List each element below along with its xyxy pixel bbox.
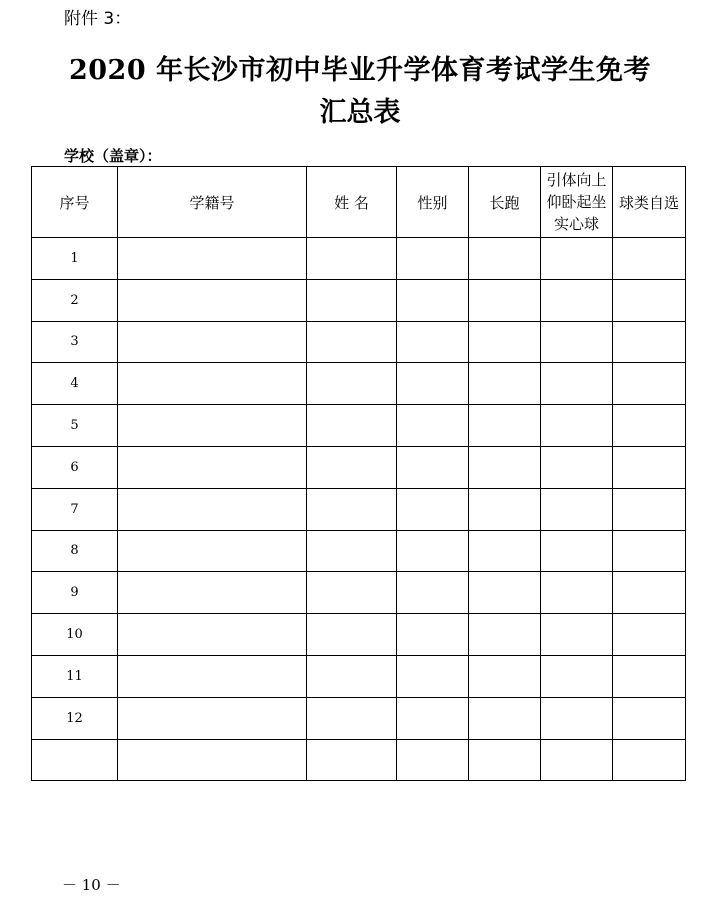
row-seq-cell: 1 <box>32 238 118 280</box>
document-title-line1: 2020 年长沙市初中毕业升学体育考试学生免考 <box>68 55 652 86</box>
empty-cell <box>307 655 397 697</box>
table-row <box>32 405 686 447</box>
empty-cell <box>397 739 469 781</box>
empty-cell <box>613 446 686 488</box>
empty-cell <box>118 446 307 488</box>
exemption-summary-table <box>31 166 686 781</box>
empty-cell <box>613 614 686 656</box>
row-seq-cell: 12 <box>32 697 118 739</box>
row-seq-cell: 3 <box>32 321 118 363</box>
empty-cell <box>469 655 541 697</box>
empty-cell <box>397 363 469 405</box>
empty-cell <box>469 446 541 488</box>
header-long-run: 长跑 <box>469 167 541 238</box>
school-seal-label: 学校（盖章）： <box>64 147 162 165</box>
empty-cell <box>397 405 469 447</box>
row-seq-cell: 8 <box>32 530 118 572</box>
empty-cell <box>541 238 613 280</box>
row-seq-cell: 4 <box>32 363 118 405</box>
empty-cell <box>118 238 307 280</box>
document-title-line2: 汇总表 <box>319 97 401 128</box>
empty-cell <box>397 655 469 697</box>
table-row <box>32 530 686 572</box>
empty-cell <box>118 655 307 697</box>
empty-cell <box>613 530 686 572</box>
empty-cell <box>307 614 397 656</box>
empty-cell <box>541 697 613 739</box>
empty-cell <box>397 238 469 280</box>
empty-cell <box>118 405 307 447</box>
empty-cell <box>541 655 613 697</box>
header-student-id: 学籍号 <box>118 167 307 238</box>
row-seq-cell: 5 <box>32 405 118 447</box>
attachment-label: 附件 3： <box>64 9 132 29</box>
empty-cell <box>613 363 686 405</box>
empty-cell <box>613 739 686 781</box>
empty-cell <box>118 530 307 572</box>
empty-cell <box>307 405 397 447</box>
row-seq-cell: 11 <box>32 655 118 697</box>
empty-cell <box>613 488 686 530</box>
empty-cell <box>397 530 469 572</box>
empty-cell <box>307 530 397 572</box>
header-seq: 序号 <box>32 167 118 238</box>
table-row <box>32 321 686 363</box>
empty-cell <box>118 572 307 614</box>
table-row <box>32 279 686 321</box>
empty-cell <box>307 739 397 781</box>
empty-cell <box>469 530 541 572</box>
empty-cell <box>118 697 307 739</box>
empty-cell <box>541 405 613 447</box>
table-header-row <box>32 167 686 238</box>
page-number: － 10 － <box>62 876 121 894</box>
empty-cell <box>118 321 307 363</box>
empty-cell <box>541 530 613 572</box>
empty-cell <box>307 697 397 739</box>
header-strength-line2: 仰卧起坐 <box>546 193 607 211</box>
empty-cell <box>307 363 397 405</box>
empty-cell <box>613 697 686 739</box>
header-ball: 球类自选 <box>613 167 686 238</box>
empty-cell <box>613 572 686 614</box>
table-row <box>32 655 686 697</box>
empty-cell <box>469 321 541 363</box>
row-seq-cell: 2 <box>32 279 118 321</box>
empty-cell <box>613 321 686 363</box>
empty-cell <box>541 739 613 781</box>
empty-cell <box>307 446 397 488</box>
empty-cell <box>307 238 397 280</box>
empty-cell <box>469 488 541 530</box>
header-strength <box>541 167 613 238</box>
table-row <box>32 238 686 280</box>
empty-cell <box>541 279 613 321</box>
header-gender: 性别 <box>397 167 469 238</box>
empty-cell <box>397 321 469 363</box>
empty-cell <box>541 572 613 614</box>
empty-cell <box>307 572 397 614</box>
empty-cell <box>469 238 541 280</box>
empty-cell <box>613 279 686 321</box>
table-row <box>32 446 686 488</box>
row-seq-cell: 9 <box>32 572 118 614</box>
empty-cell <box>307 488 397 530</box>
empty-cell <box>397 279 469 321</box>
table-row <box>32 614 686 656</box>
empty-cell <box>469 405 541 447</box>
empty-cell <box>469 363 541 405</box>
empty-cell <box>541 488 613 530</box>
empty-cell <box>118 739 307 781</box>
empty-cell <box>397 697 469 739</box>
empty-cell <box>469 572 541 614</box>
table-body <box>32 238 686 781</box>
row-seq-cell: 6 <box>32 446 118 488</box>
empty-cell <box>541 321 613 363</box>
empty-cell <box>613 238 686 280</box>
row-seq-cell: 10 <box>32 614 118 656</box>
empty-cell <box>307 321 397 363</box>
header-name: 姓 名 <box>307 167 397 238</box>
empty-cell <box>613 405 686 447</box>
empty-cell <box>541 446 613 488</box>
empty-cell <box>613 655 686 697</box>
empty-cell <box>118 279 307 321</box>
table-row <box>32 572 686 614</box>
header-strength-line1: 引体向上 <box>546 171 607 189</box>
empty-cell <box>469 614 541 656</box>
empty-cell <box>541 363 613 405</box>
header-strength-line3: 实心球 <box>553 215 599 233</box>
empty-cell <box>469 739 541 781</box>
empty-cell <box>469 697 541 739</box>
empty-cell <box>307 279 397 321</box>
empty-cell <box>118 488 307 530</box>
row-seq-cell: 7 <box>32 488 118 530</box>
empty-cell <box>541 614 613 656</box>
table-row <box>32 739 686 781</box>
empty-cell <box>397 572 469 614</box>
table-row <box>32 363 686 405</box>
table-row <box>32 488 686 530</box>
table-row <box>32 697 686 739</box>
empty-cell <box>397 446 469 488</box>
empty-cell <box>118 363 307 405</box>
empty-cell <box>469 279 541 321</box>
empty-cell <box>397 614 469 656</box>
row-seq-cell <box>32 739 118 781</box>
empty-cell <box>397 488 469 530</box>
empty-cell <box>118 614 307 656</box>
